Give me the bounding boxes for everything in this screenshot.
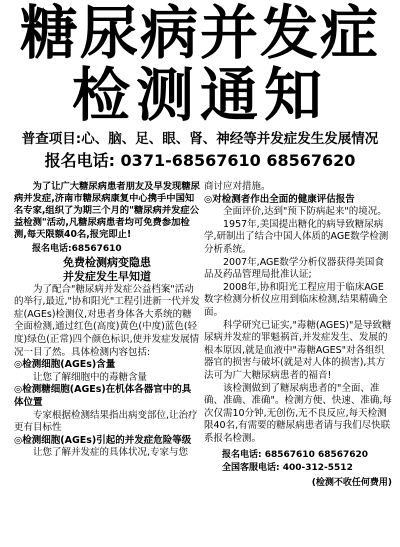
history-2007: 2007年,AGE数学分析仪器获得美国食品及药品管理局批准认证; [204, 256, 384, 281]
right-column [204, 181, 392, 489]
section-heading-1: 免费检测病变隐患 [63, 255, 151, 269]
section-heading-2: 并发症发生早知道 [63, 269, 151, 283]
headline-line-2: 检测通知 [71, 61, 328, 129]
check-item-1-desc: 让您了解细胞中的毒糖含量 [33, 371, 148, 383]
research-paragraph: 科学研究已证实,"毒糖(AGES)"是导致糖尿病并发症的罪魁祸首,并发症发生、发展的根本原因,就是血液中"毒糖AGES"对各组织器官的损害与破坏(就是对人体的损害),其方法可为广大糖尿病患者的福音! [204, 319, 392, 381]
continued-text: 商讨应对措施。 [204, 181, 271, 192]
body-paragraph: 为了配合"糖尿病并发症公益档案"活动的举行,最近,"协和阳光"工程引进新一代并发症(AGEs)检测仪,对患者身体各大系统的糖全面检测,通过红色(高度)黄色(中度)蓝色(轻度)绿色(正常)四个颜色标识,使并发症发展情况一目了然。具体检测内容包括: [14, 283, 200, 358]
free-note: (检测不收任何费用) [311, 477, 392, 488]
service-paragraph: 该检测做到了糖尿病患者的"全面、准确、准确、准确"。检测方便、快速、准确,每次仅需10分钟,无创伤,无不良反应,每天检测限40名,有需要的糖尿病患者请与我们尽快联系报名检测。 [204, 382, 392, 444]
check-item-4: ◎对检测者作出全面的健康评估报告 [204, 193, 355, 205]
check-item-3: ◎检测细胞(AGEs)引起的并发症危险等级 [14, 434, 192, 446]
hotline: 报名电话: 0371-68567610 68567620 [44, 151, 356, 170]
check-item-2: ◎检测糖细胞(AGEs)在机体各器官中的具体位置 [14, 384, 192, 408]
history-1957: 1957年,美国提出糖化的病导致糖尿病学,研制出了结合中国人体质的AGE数学检测分析系统。 [204, 218, 389, 255]
left-column [14, 181, 200, 460]
contact-phone: 报名电话:68567610 [32, 244, 122, 254]
registration-phones: 报名电话: 68567610 68567620 [222, 450, 369, 461]
check-item-3-desc: 让您了解并发症的具体状况,专家与您 [33, 447, 189, 459]
headline-line-1: 糖尿病并发症 [19, 0, 380, 67]
intro-paragraph: 为了让广大糖尿病患者朋友及早发现糖尿病并发症,济南市糖尿病康复中心携手中国知名专家,组织了为期三个月的"糖尿病并发症公益检测"活动,凡糖尿病患者均可免费参加检测,每天限额40名,报完即止! [14, 181, 200, 240]
history-2008: 2008年,协和阳光工程应用于临床AGE数字检测分析仪应用到临床检测,结果精确全面。 [204, 281, 388, 318]
check-item-1: ◎检测细胞(AGEs)含量 [14, 359, 116, 371]
service-hotline: 全国客服电话: 400-312-5512 [222, 463, 353, 474]
check-item-2-desc: 专家根据检测结果指出病变部位,让治疗更有目标性 [14, 409, 198, 434]
check-items: 普查项目:心、脑、足、眼、肾、神经等并发症发生发展情况 [21, 131, 379, 147]
check-item-4-desc: 全面评价,达到"预下防病起来"的境况。 [223, 206, 387, 218]
